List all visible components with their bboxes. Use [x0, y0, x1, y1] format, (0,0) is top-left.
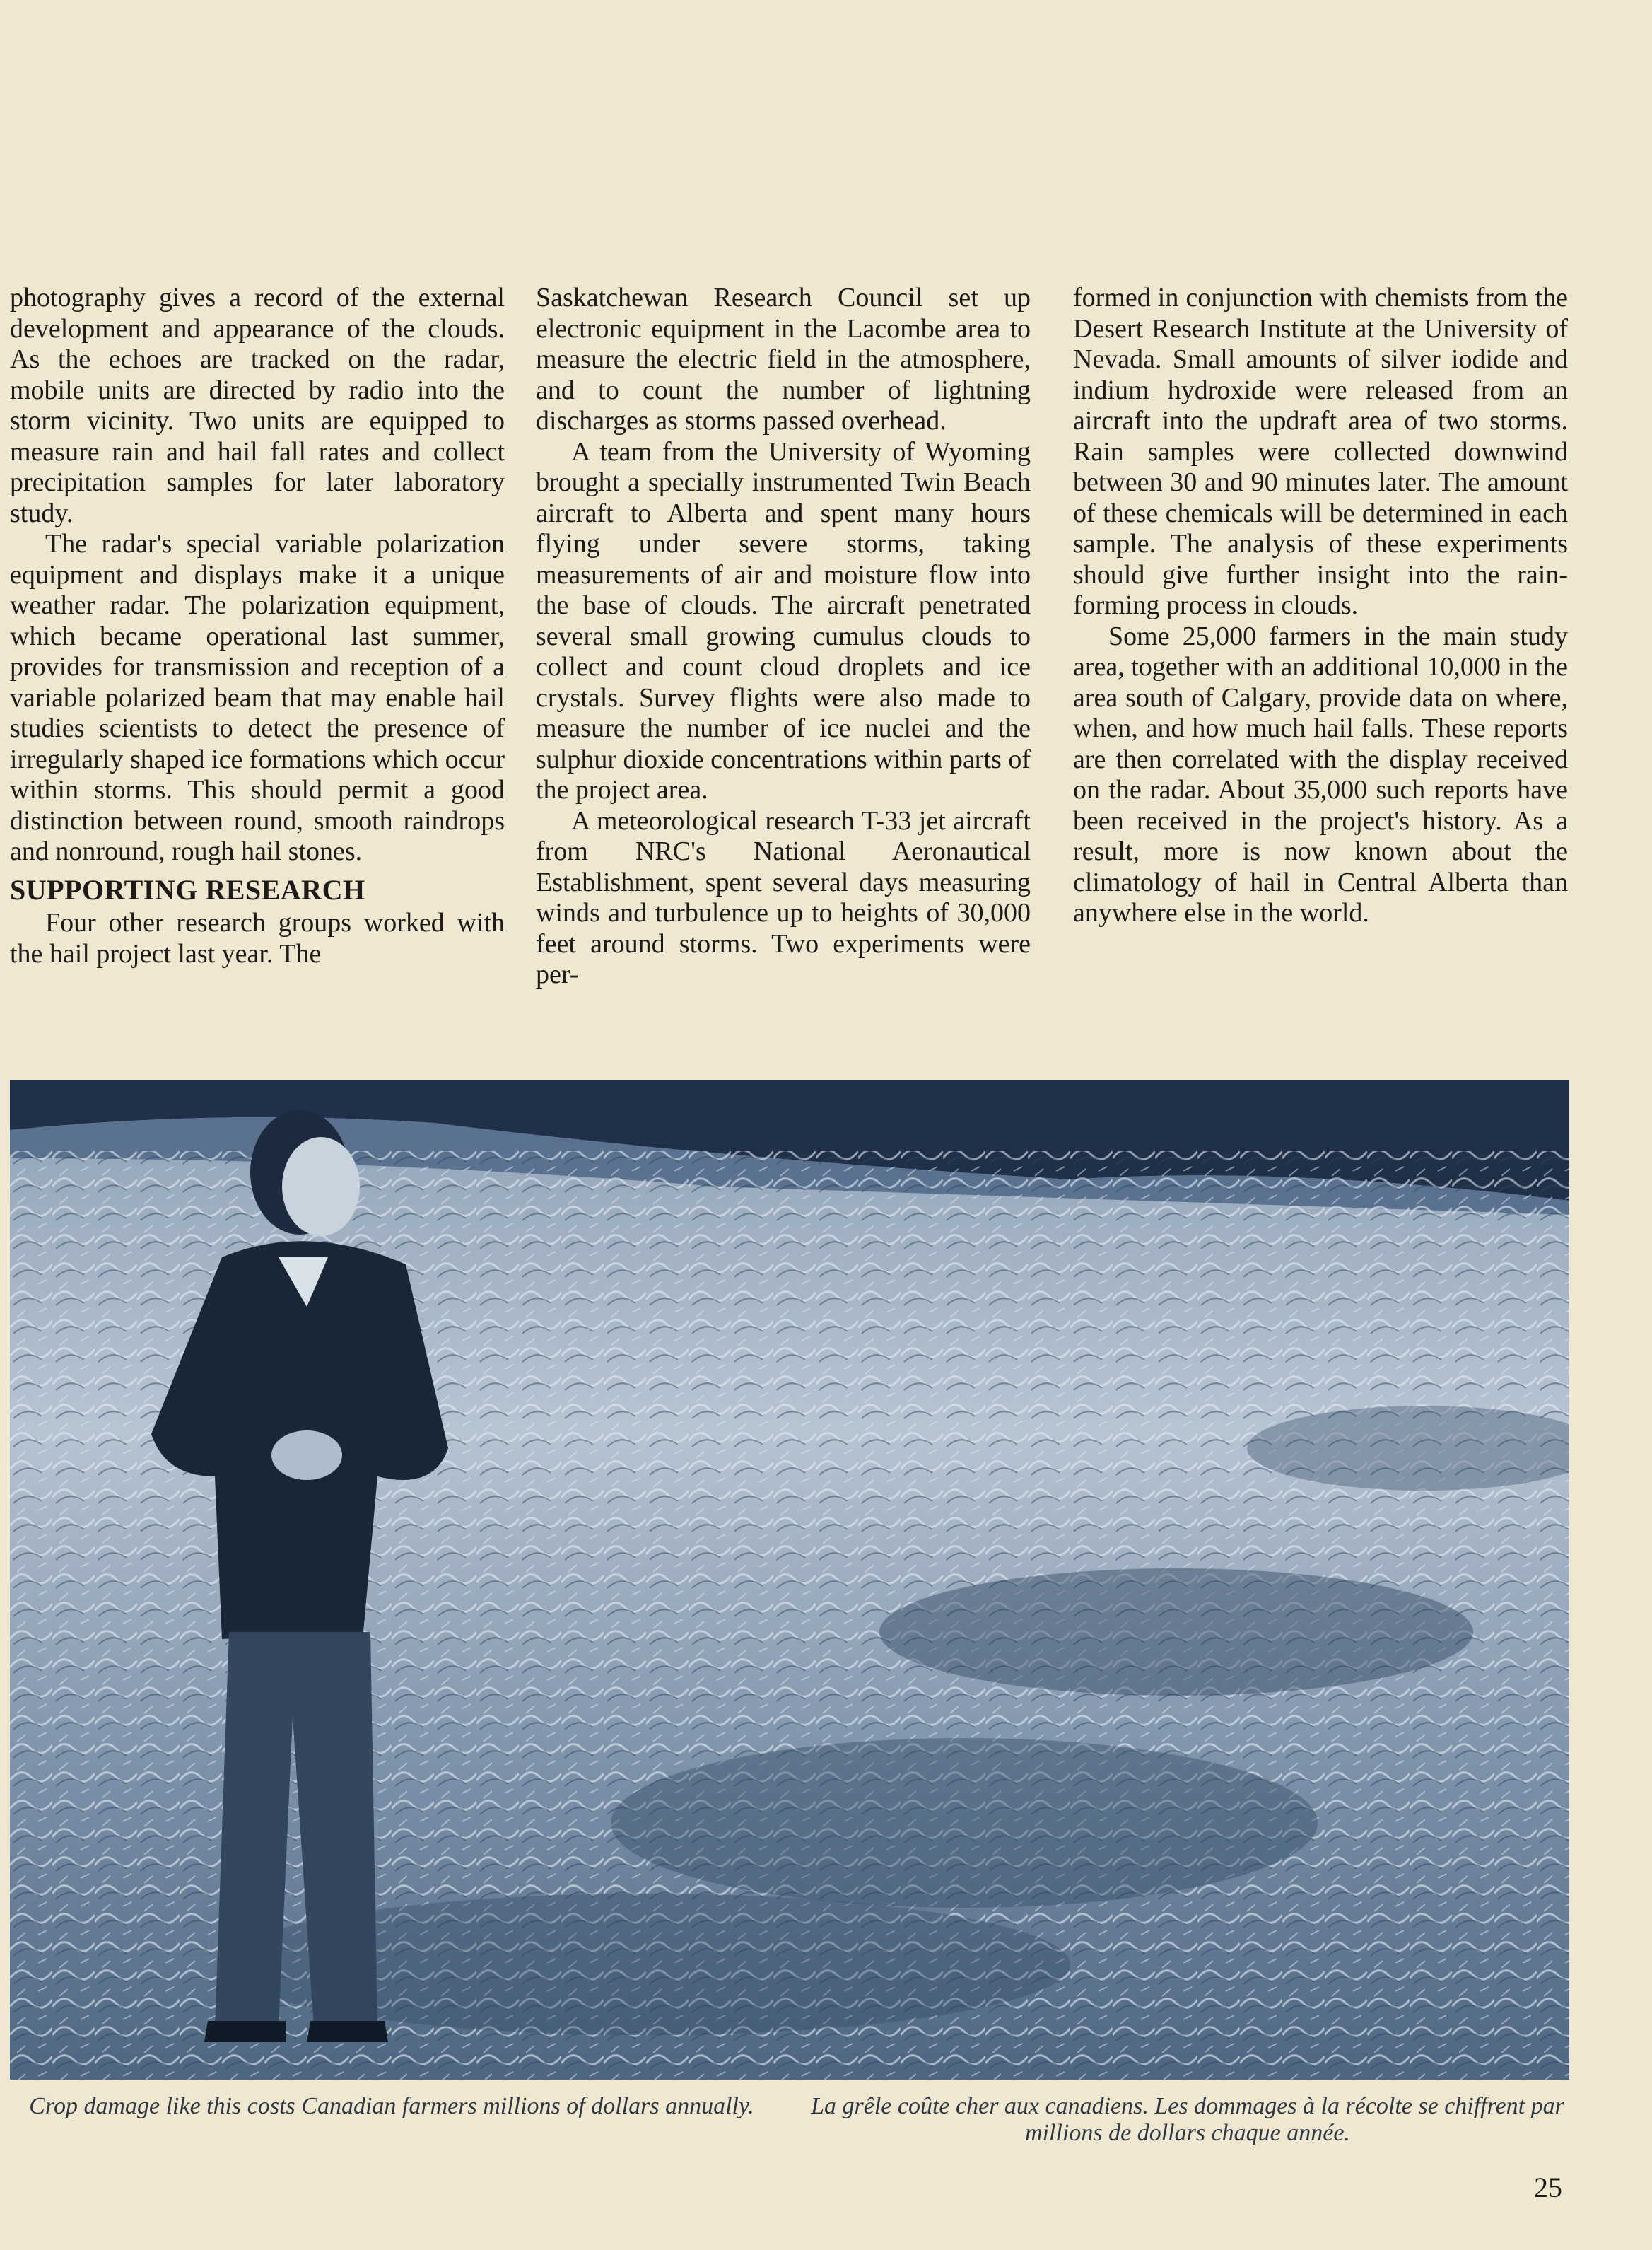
section-heading: SUPPORTING RESEARCH: [10, 873, 365, 906]
page-number: 25: [1534, 2172, 1562, 2203]
paragraph: A team from the University of Wyoming brought a specially instrumented Twin Beach aircraft to Alberta and spent many hours flying under severe storms, taking measurements of air and moisture flow into the base of clouds. The aircraft penetrated several small growing cumulus clouds to collect and count cloud droplets and ice crystals. Survey flights were also made to measure the number of ice nuclei and the sulphur dioxide concentrations within parts of the project area.: [536, 436, 1031, 805]
paragraph: Some 25,000 farmers in the main study area, together with an additional 10,000 in the area south of Calgary, provide data on where, when, and how much hail falls. These reports are then correlated with the display received on the radar. About 35,000 such reports have been received in the project's history. As a result, more is now known about the climatology of hail in Central Alberta than anywhere else in the world.: [1073, 621, 1568, 928]
caption-french: La grêle coûte cher aux canadiens. Les dommages à la récolte se chiffrent par millions de dollars chaque année.: [811, 2093, 1564, 2146]
paragraph: A meteorological research T-33 jet aircraft from NRC's National Aeronautical Establishment, spent several days measuring winds and turbulence up to heights of 30,000 feet around storms. Two experiments were per-: [536, 805, 1031, 989]
crop-damage-photo: [10, 1080, 1569, 2080]
paragraph: Saskatchewan Research Council set up electronic equipment in the Lacombe area to measure the electric field in the atmosphere, and to count the number of lightning discharges as storms passed overhead.: [536, 283, 1031, 436]
text-column-3: [1073, 283, 1568, 929]
paragraph: Four other research groups worked with the hail project last year. The: [10, 908, 505, 969]
text-column-1: [10, 283, 505, 969]
text-column-2: [536, 283, 1031, 991]
bleed-through-text: [622, 0, 1652, 156]
photo-illustration: [10, 1080, 1569, 2080]
paragraph: photography gives a record of the external development and appearance of the clouds. As the echoes are tracked on the radar, mobile units are directed by radio into the storm vicinity. Two units are equipped to measure rain and hail fall rates and collect precipitation samples for later laboratory study.: [10, 283, 505, 528]
paragraph: The radar's special variable polarization equipment and displays make it a unique weather radar. The polarization equipment, which became operational last summer, provides for transmission and reception of a variable polarized beam that may enable hail studies scientists to detect the presence of irregularly shaped ice formations which occur within storms. This should permit a good distinction between round, smooth raindrops and nonround, rough hail stones.: [10, 529, 505, 866]
caption-english: Crop damage like this costs Canadian farmers millions of dollars annually.: [29, 2093, 754, 2119]
paragraph: formed in conjunction with chemists from the Desert Research Institute at the University of Nevada. Small amounts of silver iodide and indium hydroxide were released from an aircraft into the updraft area of two storms. Rain samples were collected downwind between 30 and 90 minutes later. The amount of these chemicals will be determined in each sample. The analysis of these experiments should give further insight into the rain-forming process in clouds.: [1073, 283, 1568, 620]
